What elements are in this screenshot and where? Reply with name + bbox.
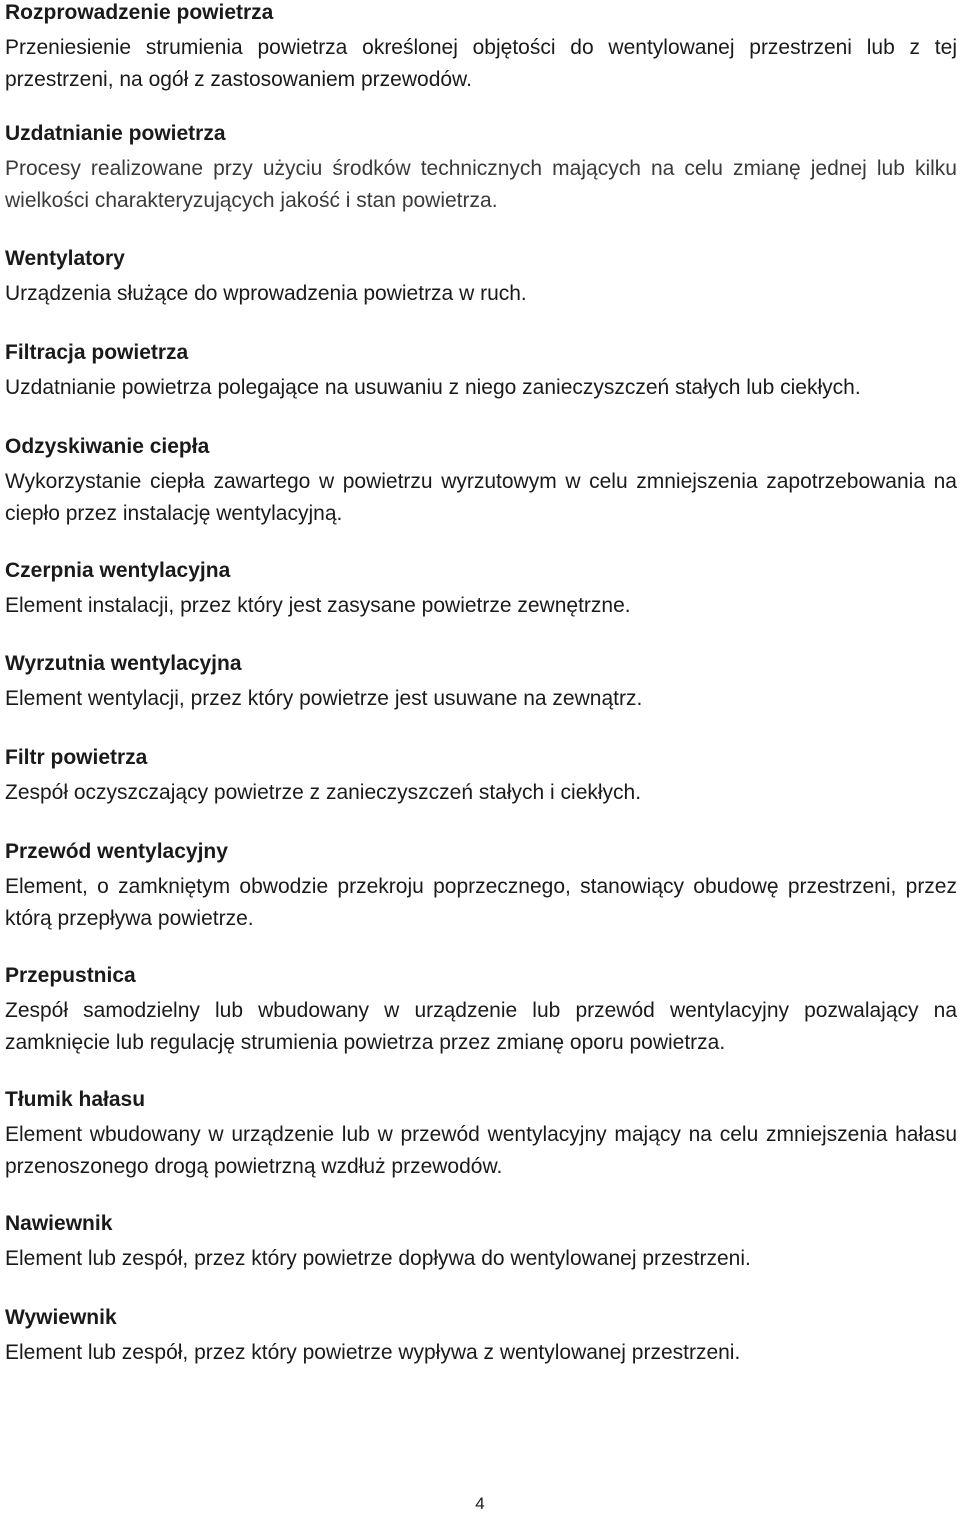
entry-definition: Element lub zespół, przez który powietrze wypływa z wentylowanej przestrzeni. [5, 1341, 741, 1364]
glossary-entry [5, 558, 957, 622]
glossary-entry [5, 246, 957, 310]
entry-definition: Urządzenia służące do wprowadzenia powietrza w ruch. [5, 282, 527, 305]
entry-definition: Procesy realizowane przy użyciu środków technicznych mających na celu zmianę jednej lub kilku wielkości charakteryzujących jakość i stan powietrza. [5, 157, 957, 212]
glossary-entry [5, 1305, 957, 1369]
glossary-entry [5, 0, 957, 96]
glossary-entry [5, 340, 957, 404]
entry-term: Tłumik hałasu [5, 1088, 146, 1111]
entry-definition: Element wbudowany w urządzenie lub w przewód wentylacyjny mający na celu zmniejszenia hałasu przenoszonego drogą powietrzną wzdłuż przewodów. [5, 1123, 957, 1178]
glossary-entry [5, 434, 957, 530]
entry-term: Odzyskiwanie ciepła [5, 435, 210, 458]
entry-term: Rozprowadzenie powietrza [5, 1, 274, 24]
entry-term: Wentylatory [5, 247, 125, 270]
entry-definition: Zespół oczyszczający powietrze z zanieczyszczeń stałych i ciekłych. [5, 781, 642, 804]
entry-term: Uzdatnianie powietrza [5, 122, 226, 145]
glossary-entry [5, 963, 957, 1059]
entry-term: Przepustnica [5, 964, 136, 987]
entry-definition: Element instalacji, przez który jest zasysane powietrze zewnętrzne. [5, 594, 631, 617]
glossary-entry [5, 839, 957, 935]
page-number: 4 [475, 1494, 485, 1513]
glossary-entry [5, 745, 957, 809]
glossary-entry [5, 651, 957, 715]
entry-term: Filtracja powietrza [5, 341, 189, 364]
entry-definition: Zespół samodzielny lub wbudowany w urządzenie lub przewód wentylacyjny pozwalający na zamknięcie lub regulację strumienia powietrza przez zmianę oporu powietrza. [5, 999, 957, 1054]
entry-term: Nawiewnik [5, 1212, 113, 1235]
entry-definition: Element, o zamkniętym obwodzie przekroju poprzecznego, stanowiący obudowę przestrzeni, przez którą przepływa powietrze. [5, 875, 957, 930]
entry-term: Przewód wentylacyjny [5, 840, 228, 863]
glossary-entry [5, 1087, 957, 1183]
glossary-entry [5, 121, 957, 217]
entry-term: Filtr powietrza [5, 746, 148, 769]
entry-definition: Uzdatnianie powietrza polegające na usuwaniu z niego zanieczyszczeń stałych lub ciekłych. [5, 376, 861, 399]
glossary-entry [5, 1211, 957, 1275]
entry-term: Wyrzutnia wentylacyjna [5, 652, 242, 675]
entry-term: Czerpnia wentylacyjna [5, 559, 231, 582]
entry-definition: Przeniesienie strumienia powietrza określonej objętości do wentylowanej przestrzeni lub z tej przestrzeni, na ogół z zastosowaniem przewodów. [5, 36, 957, 91]
entry-definition: Element lub zespół, przez który powietrze dopływa do wentylowanej przestrzeni. [5, 1247, 751, 1270]
entry-definition: Wykorzystanie ciepła zawartego w powietrzu wyrzutowym w celu zmniejszenia zapotrzebowania na ciepło przez instalację wentylacyjną. [5, 470, 957, 525]
entry-definition: Element wentylacji, przez który powietrze jest usuwane na zewnątrz. [5, 687, 643, 710]
entry-term: Wywiewnik [5, 1306, 117, 1329]
